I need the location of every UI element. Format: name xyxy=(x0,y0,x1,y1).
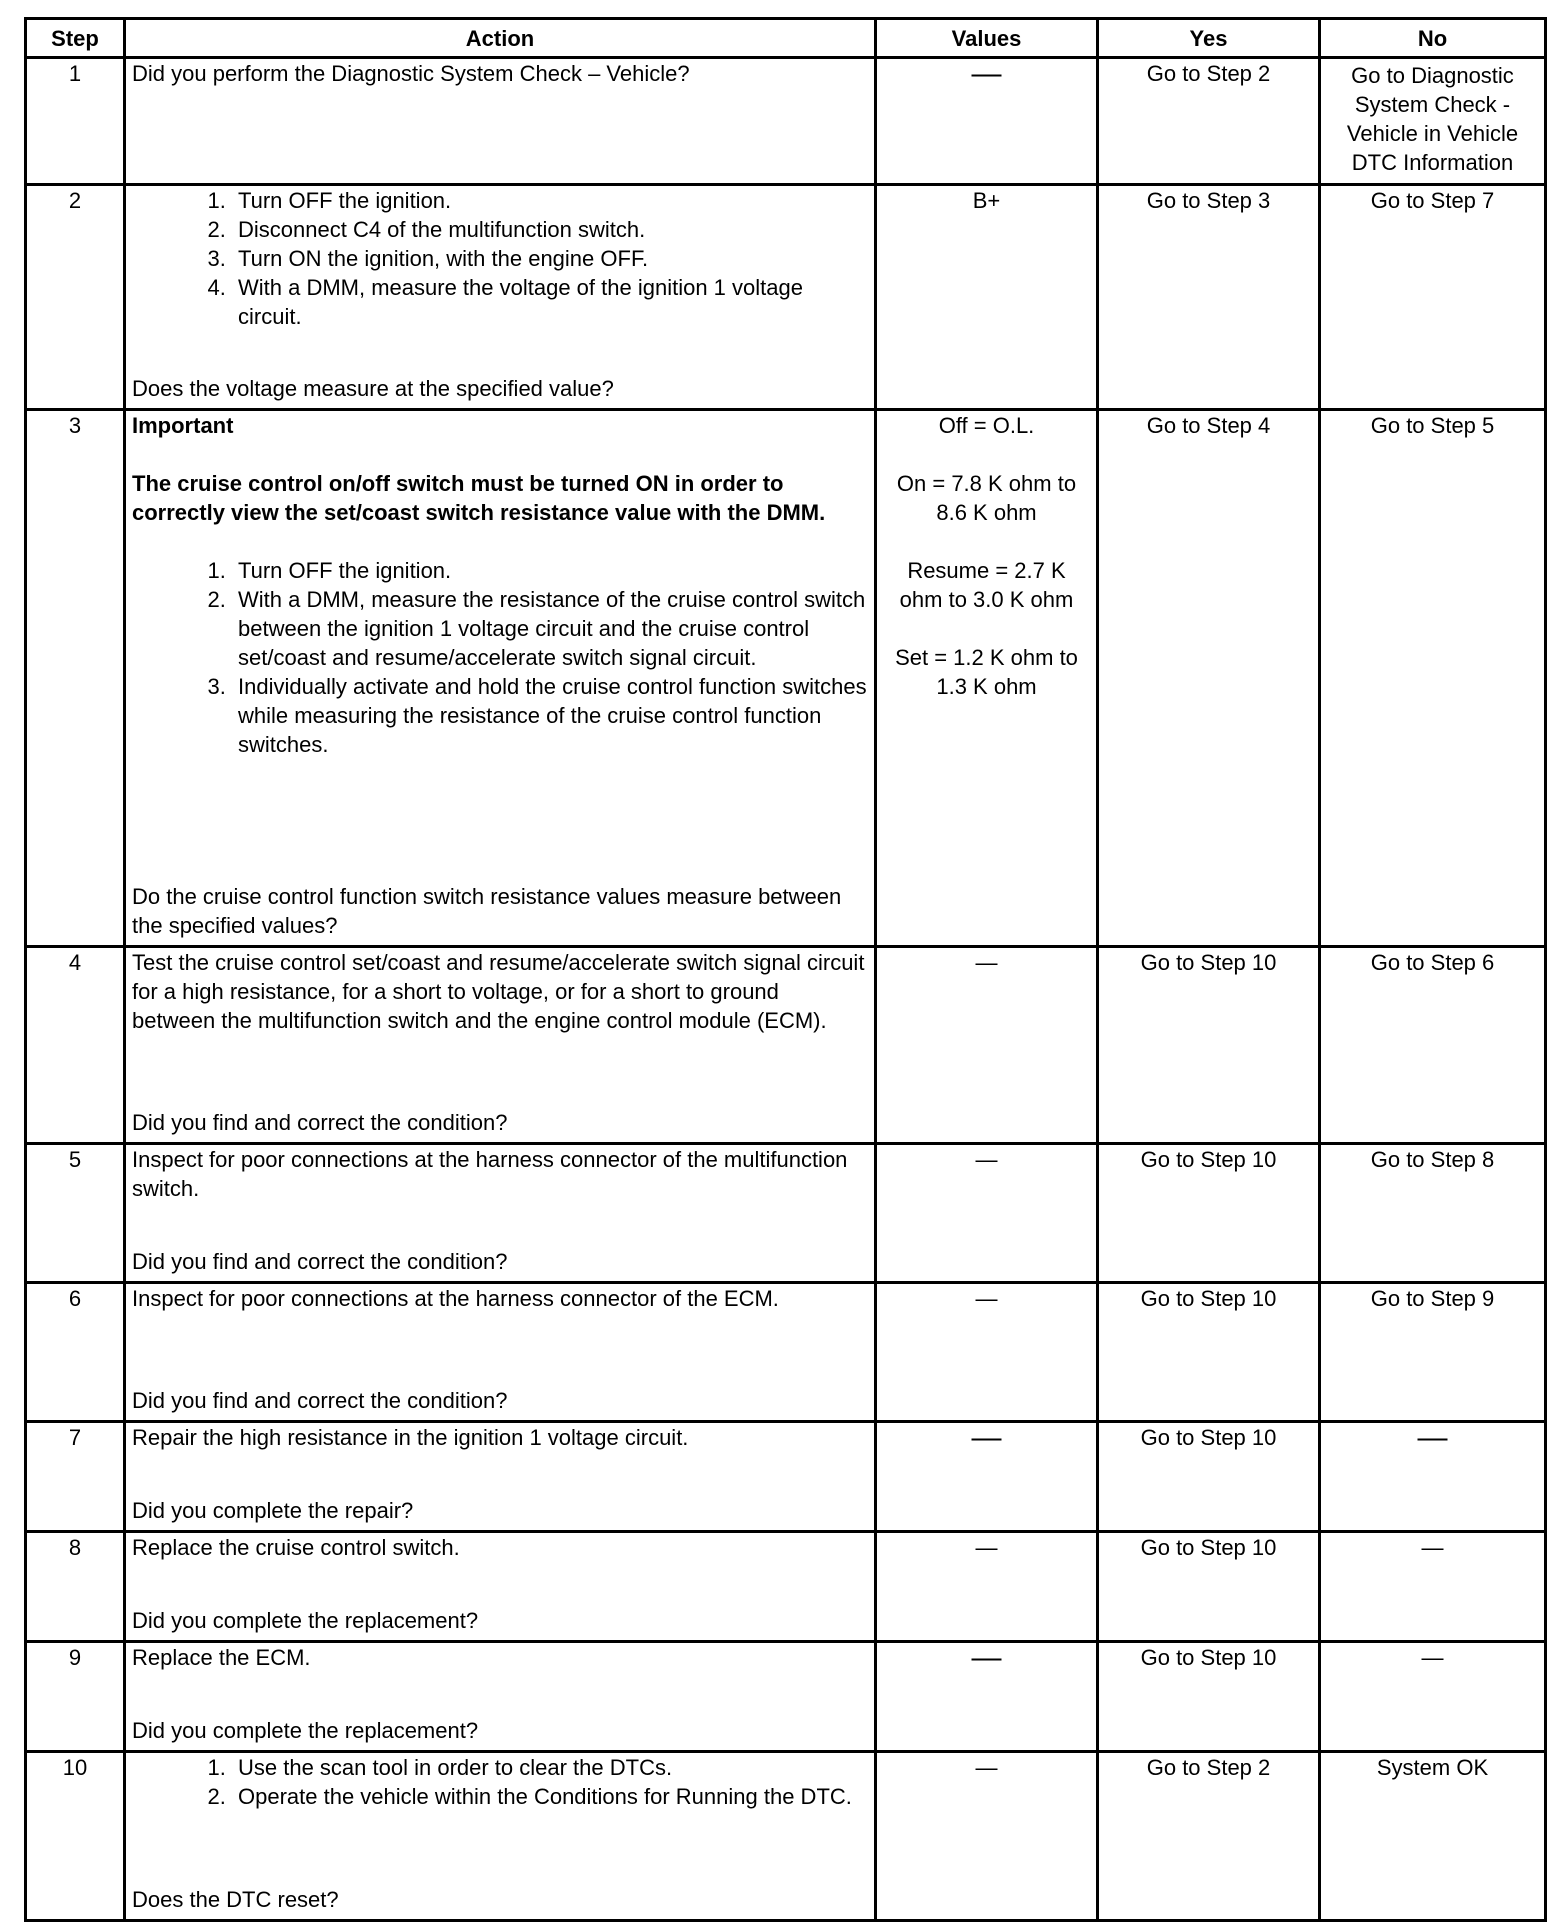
no-cell: Go to Step 6 xyxy=(1320,947,1546,1144)
values-cell: — xyxy=(876,1283,1098,1422)
step-number: 3 xyxy=(26,410,125,947)
no-cell: — xyxy=(1320,1422,1546,1532)
value-resume: Resume = 2.7 K ohm to 3.0 K ohm xyxy=(899,558,1074,612)
values-cell xyxy=(876,410,1098,947)
yes-cell: Go to Step 10 xyxy=(1098,1532,1320,1642)
action-text: Test the cruise control set/coast and resume/accelerate switch signal circuit for a high resistance, for a short to voltage, or for a short to ground between the multifunction switch and the engine control module (ECM). xyxy=(132,950,865,1033)
action-cell xyxy=(125,1642,876,1752)
yes-cell: Go to Step 4 xyxy=(1098,410,1320,947)
table-row xyxy=(26,1642,1546,1752)
action-cell xyxy=(125,1532,876,1642)
no-cell: Go to Step 5 xyxy=(1320,410,1546,947)
no-cell: Go to Diagnostic System Check - Vehicle in Vehicle DTC Information xyxy=(1320,58,1546,185)
action-question: Does the DTC reset? xyxy=(132,1887,339,1912)
values-cell: — xyxy=(876,1532,1098,1642)
action-question: Did you find and correct the condition? xyxy=(132,1249,508,1274)
header-values: Values xyxy=(876,19,1098,58)
action-cell xyxy=(125,947,876,1144)
step-number: 9 xyxy=(26,1642,125,1752)
action-text: Did you perform the Diagnostic System Check – Vehicle? xyxy=(132,61,690,86)
step-number: 6 xyxy=(26,1283,125,1422)
value-off: Off = O.L. xyxy=(938,413,1035,438)
important-note: The cruise control on/off switch must be turned ON in order to correctly view the set/coast switch resistance value with the DMM. xyxy=(132,471,826,525)
list-item: 4. With a DMM, measure the voltage of the ignition 1 voltage circuit. xyxy=(232,273,868,331)
diagnostic-table xyxy=(24,17,1547,1922)
action-text: Inspect for poor connections at the harness connector of the multifunction switch. xyxy=(132,1147,848,1201)
value-set: Set = 1.2 K ohm to 1.3 K ohm xyxy=(895,645,1078,699)
no-cell: — xyxy=(1320,1532,1546,1642)
list-item: 2. With a DMM, measure the resistance of the cruise control switch between the ignition 1 voltage circuit and the cruise control set/coast and resume/accelerate switch signal circuit. xyxy=(232,585,868,672)
values-cell: — xyxy=(876,1752,1098,1921)
step-number: 4 xyxy=(26,947,125,1144)
header-no: No xyxy=(1320,19,1546,58)
action-text: Inspect for poor connections at the harness connector of the ECM. xyxy=(132,1286,779,1311)
important-title: Important xyxy=(132,413,234,438)
action-cell xyxy=(125,1144,876,1283)
action-question: Does the voltage measure at the specified value? xyxy=(132,376,614,401)
table-row xyxy=(26,1283,1546,1422)
list-item: 2. Disconnect C4 of the multifunction switch. xyxy=(232,215,868,244)
step-number: 1 xyxy=(26,58,125,185)
action-cell xyxy=(125,1422,876,1532)
values-cell: — xyxy=(876,1642,1098,1752)
values-cell: — xyxy=(876,947,1098,1144)
list-item: 1. Turn OFF the ignition. xyxy=(232,186,868,215)
table-row xyxy=(26,1144,1546,1283)
values-cell: B+ xyxy=(876,185,1098,410)
no-cell: — xyxy=(1320,1642,1546,1752)
header-yes: Yes xyxy=(1098,19,1320,58)
action-cell xyxy=(125,410,876,947)
list-item: 2. Operate the vehicle within the Conditions for Running the DTC. xyxy=(232,1782,868,1811)
step-number: 10 xyxy=(26,1752,125,1921)
action-question: Did you find and correct the condition? xyxy=(132,1388,508,1413)
action-question: Did you complete the replacement? xyxy=(132,1718,479,1743)
table-row xyxy=(26,1532,1546,1642)
yes-cell: Go to Step 2 xyxy=(1098,58,1320,185)
step-number: 8 xyxy=(26,1532,125,1642)
header-step: Step xyxy=(26,19,125,58)
list-item: 3. Individually activate and hold the cruise control function switches while measuring the resistance of the cruise control function switches. xyxy=(232,672,868,759)
no-cell: System OK xyxy=(1320,1752,1546,1921)
action-text: Repair the high resistance in the ignition 1 voltage circuit. xyxy=(132,1425,689,1450)
table-row xyxy=(26,185,1546,410)
instruction-list xyxy=(132,556,868,759)
yes-cell: Go to Step 10 xyxy=(1098,1283,1320,1422)
action-question: Did you complete the replacement? xyxy=(132,1608,479,1633)
header-action: Action xyxy=(125,19,876,58)
values-cell: — xyxy=(876,1422,1098,1532)
values-cell: — xyxy=(876,58,1098,185)
action-question: Did you complete the repair? xyxy=(132,1498,414,1523)
yes-cell: Go to Step 3 xyxy=(1098,185,1320,410)
no-cell: Go to Step 9 xyxy=(1320,1283,1546,1422)
yes-cell: Go to Step 10 xyxy=(1098,1422,1320,1532)
instruction-list xyxy=(132,186,868,331)
value-on: On = 7.8 K ohm to 8.6 K ohm xyxy=(896,471,1077,525)
list-item: 3. Turn ON the ignition, with the engine OFF. xyxy=(232,244,868,273)
action-text: Replace the cruise control switch. xyxy=(132,1535,460,1560)
action-question: Did you find and correct the condition? xyxy=(132,1110,508,1135)
action-text: Replace the ECM. xyxy=(132,1645,311,1670)
step-number: 5 xyxy=(26,1144,125,1283)
table-row xyxy=(26,1752,1546,1921)
list-item: 1. Turn OFF the ignition. xyxy=(232,556,868,585)
action-cell xyxy=(125,58,876,185)
action-cell xyxy=(125,1283,876,1422)
yes-cell: Go to Step 10 xyxy=(1098,1642,1320,1752)
no-cell: Go to Step 7 xyxy=(1320,185,1546,410)
table-row xyxy=(26,947,1546,1144)
action-question: Do the cruise control function switch resistance values measure between the specified values? xyxy=(132,884,842,938)
list-item: 1. Use the scan tool in order to clear the DTCs. xyxy=(232,1753,868,1782)
header-row xyxy=(26,19,1546,58)
table-row xyxy=(26,58,1546,185)
yes-cell: Go to Step 2 xyxy=(1098,1752,1320,1921)
action-cell xyxy=(125,1752,876,1921)
action-cell xyxy=(125,185,876,410)
instruction-list xyxy=(132,1753,868,1811)
table-row xyxy=(26,1422,1546,1532)
step-number: 7 xyxy=(26,1422,125,1532)
yes-cell: Go to Step 10 xyxy=(1098,1144,1320,1283)
no-cell: Go to Step 8 xyxy=(1320,1144,1546,1283)
yes-cell: Go to Step 10 xyxy=(1098,947,1320,1144)
values-cell: — xyxy=(876,1144,1098,1283)
step-number: 2 xyxy=(26,185,125,410)
table-row xyxy=(26,410,1546,947)
